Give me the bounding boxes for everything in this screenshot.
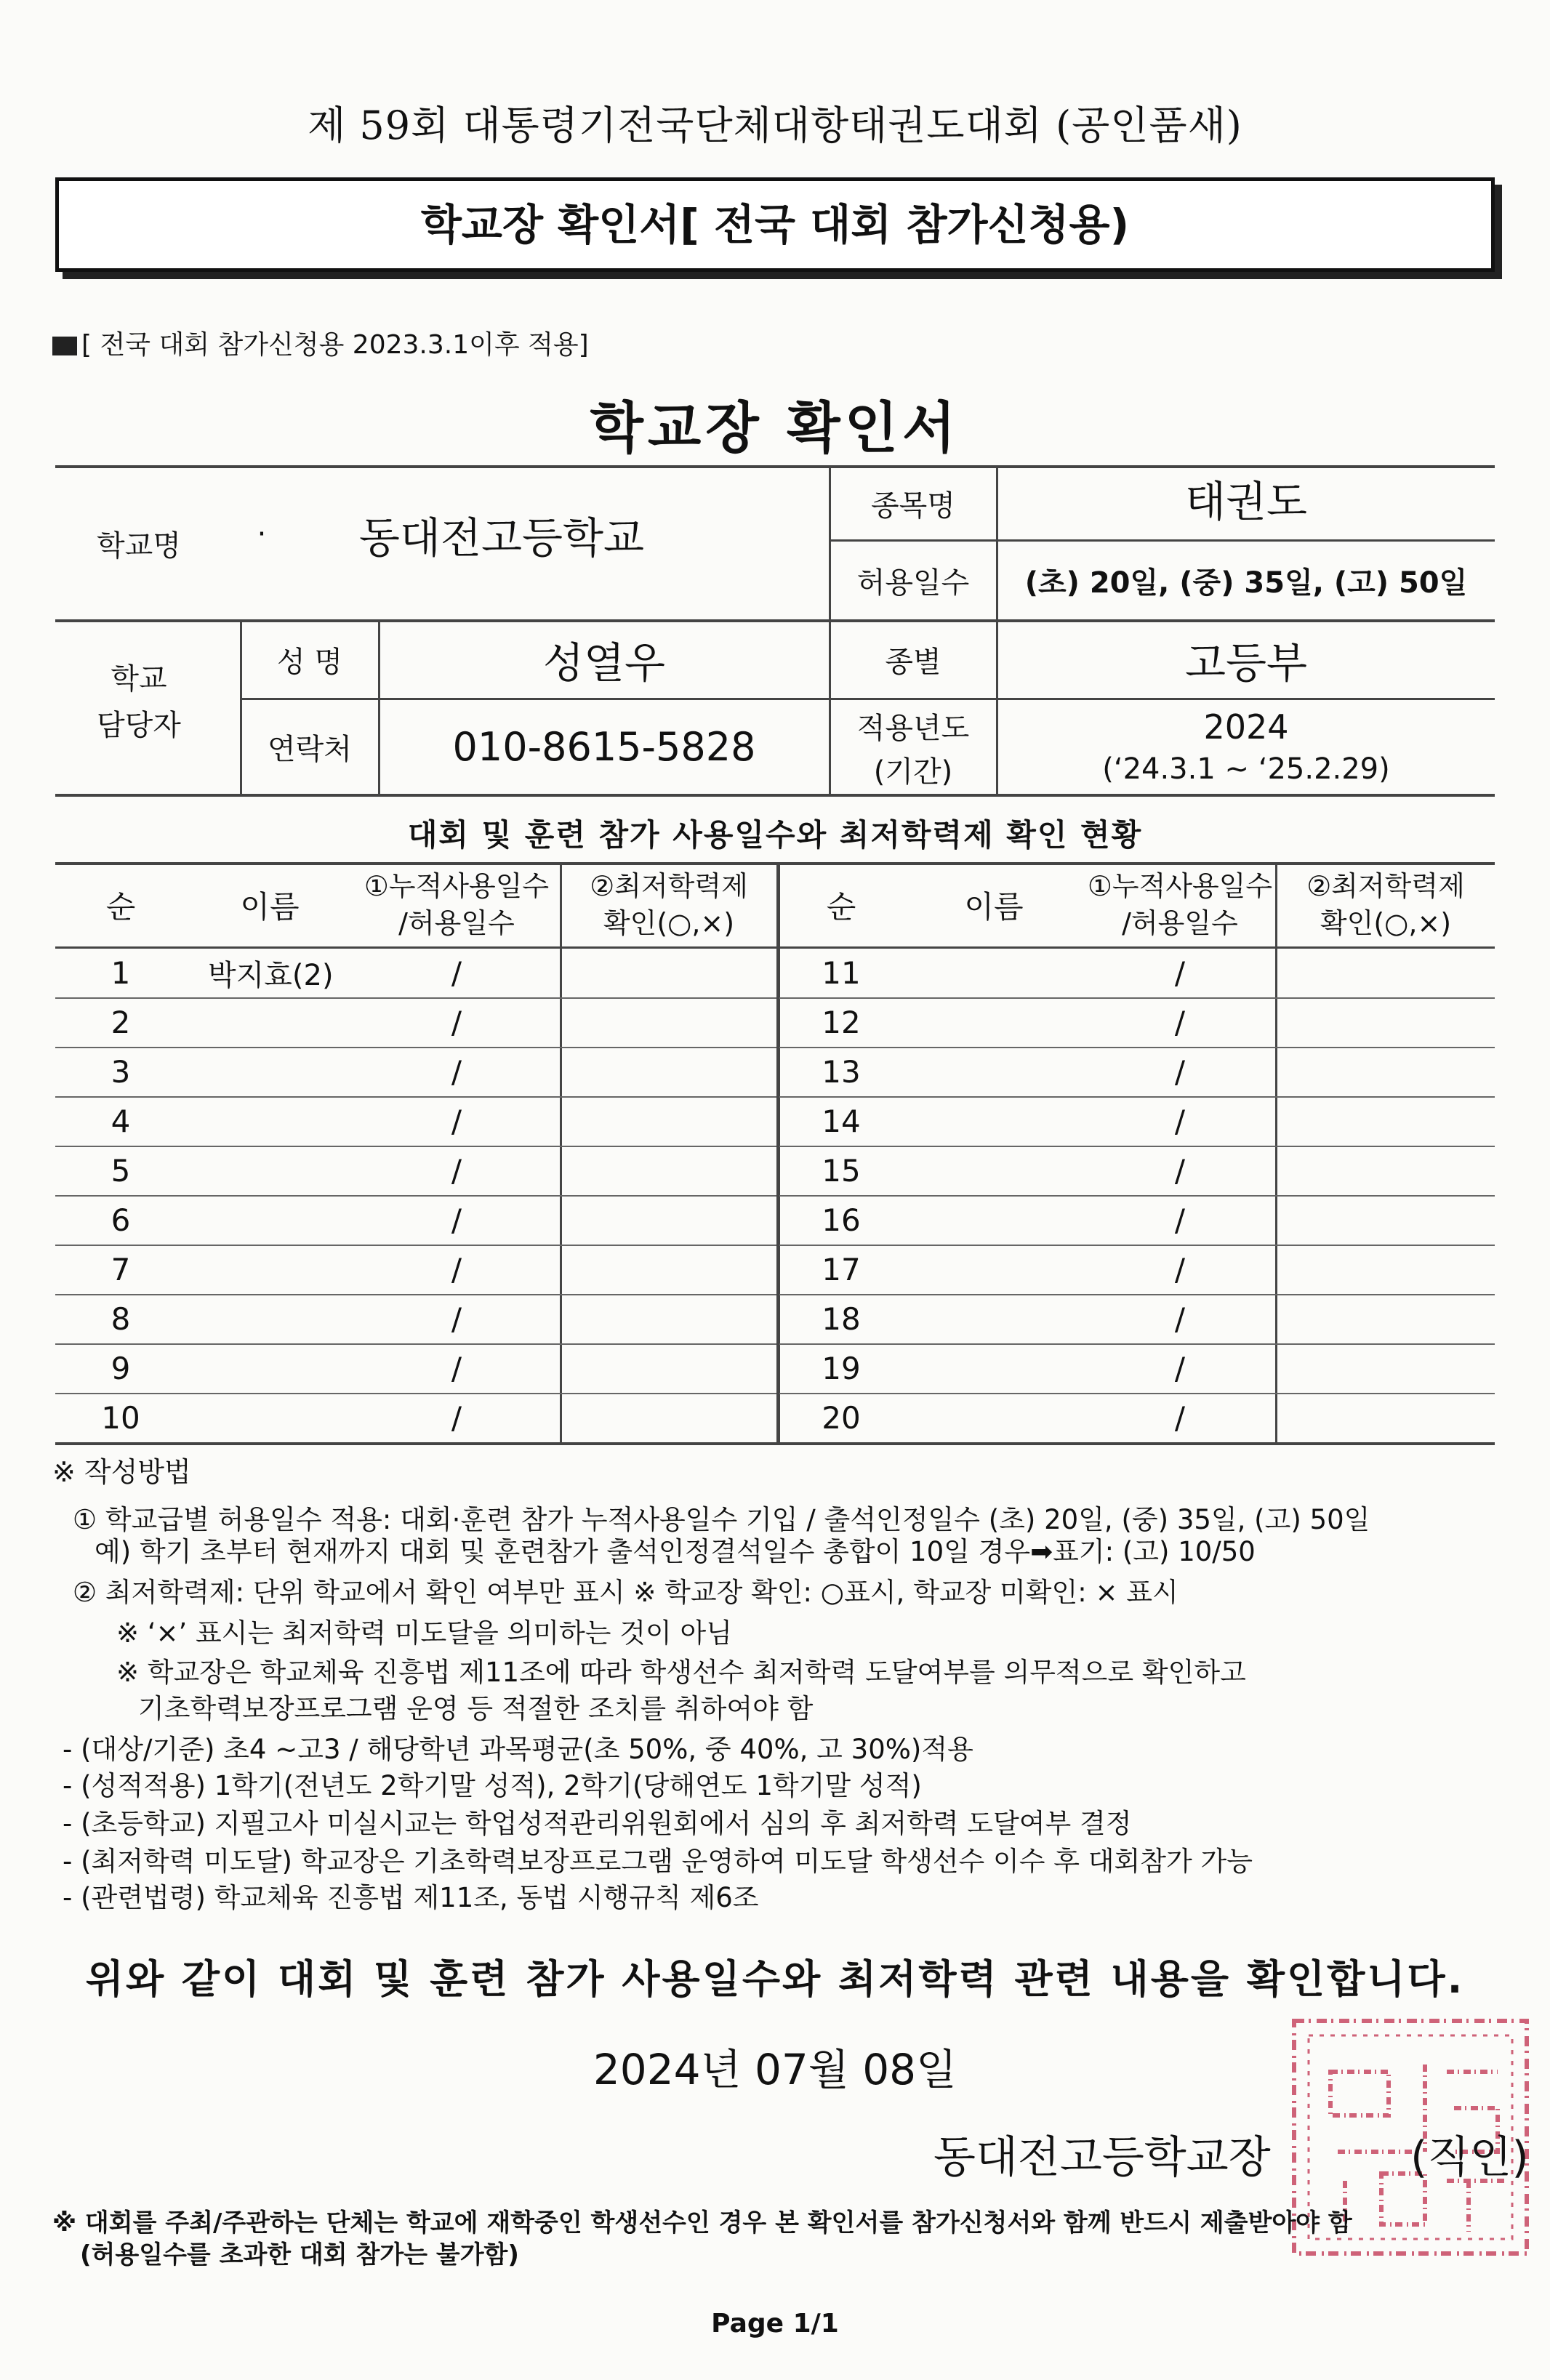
event-title: 제 59회 대통령기전국단체대항태권도대회 (공인품새) — [308, 102, 1242, 148]
roster-row-name — [903, 1393, 1085, 1442]
col-min-header-left — [561, 864, 776, 946]
division-label: 종별 — [885, 645, 941, 679]
col-min-header-line2: 확인(○,×) — [1320, 907, 1452, 939]
roster-row-number: 1 — [111, 954, 131, 991]
roster-row-name — [186, 1294, 353, 1343]
roster-row-days: / — [451, 1399, 462, 1436]
roster-row-number: 19 — [822, 1350, 861, 1386]
roster-row-number: 11 — [822, 954, 861, 991]
roster-row-days: / — [1174, 1399, 1186, 1436]
roster-row-days: / — [1174, 1004, 1186, 1040]
footer-note-1: ※ 대회를 주최/주관하는 단체는 학교에 재학중인 학생선수인 경우 본 확인서를 참가신청서와 함께 반드시 제출받아야 함 — [52, 2208, 1352, 2238]
roster-row-name: 박지효(2) — [208, 958, 334, 992]
school-label: 학교명 — [97, 528, 181, 563]
roster-row-name — [186, 1195, 353, 1245]
roster-row-name — [903, 1146, 1085, 1195]
allowed-days-value: (초) 20일, (중) 35일, (고) 50일 — [1024, 566, 1468, 600]
roster-row-name — [186, 1146, 353, 1195]
col-days-header-line1: ①누적사용일수 — [364, 869, 550, 902]
col-min-header-right — [1277, 864, 1495, 946]
col-no-header-left: 순 — [105, 889, 136, 925]
year-label-line2: (기간) — [873, 755, 953, 789]
roster-row-name — [186, 997, 353, 1047]
roster-row-days: / — [451, 1103, 462, 1139]
roster-row-name — [186, 1393, 353, 1442]
roster-row-days: / — [451, 954, 462, 991]
roster-row-days: / — [451, 1300, 462, 1337]
roster-row-days: / — [1174, 1053, 1186, 1090]
applicable-note-text: [ 전국 대회 참가신청용 2023.3.1이후 적용] — [81, 330, 589, 360]
method-note-line: - (초등학교) 지필고사 미실시교는 학업성적관리위원회에서 심의 후 최저학력 도달여부 결정 — [63, 1808, 1132, 1839]
method-note-line: 예) 학기 초부터 현재까지 대회 및 훈련참가 출석인정결석일수 총합이 10일 경우➡표기: (고) 10/50 — [95, 1536, 1256, 1567]
roster-row-days: / — [451, 1251, 462, 1287]
method-note-line: ② 최저학력제: 단위 학교에서 확인 여부만 표시 ※ 학교장 확인: ○표시, 학교장 미확인: × 표시 — [73, 1577, 1178, 1608]
col-days-header-line2: /허용일수 — [1122, 907, 1238, 939]
col-days-header-right — [1085, 864, 1275, 946]
allowed-days-label: 허용일수 — [856, 566, 970, 600]
col-name-header-right: 이름 — [964, 889, 1024, 925]
roster-row-number: 5 — [111, 1152, 131, 1189]
roster-row-number: 16 — [822, 1202, 861, 1238]
title-box — [55, 177, 1495, 272]
method-note-line: ※ 학교장은 학교체육 진흥법 제11조에 따라 학생선수 최저학력 도달여부를 의무적으로 확인하고 — [116, 1657, 1246, 1688]
roster-divider-left-min — [560, 862, 562, 1442]
division-value: 고등부 — [1184, 638, 1308, 688]
method-note-line: - (최저학력 미도달) 학교장은 기초학력보장프로그램 운영하여 미도달 학생선수 이수 후 대회참가 가능 — [63, 1846, 1253, 1877]
page-number: Page 1/1 — [711, 2309, 839, 2339]
col-days-header-left — [353, 864, 560, 946]
roster-row-number: 2 — [111, 1004, 131, 1040]
roster-row-number: 6 — [111, 1202, 131, 1238]
roster-row-days: / — [451, 1202, 462, 1238]
seal-label: (직인) — [1410, 2132, 1529, 2183]
roster-row-days: / — [1174, 954, 1186, 991]
year-label-line1: 적용년도 — [856, 711, 970, 745]
roster-row-number: 9 — [111, 1350, 131, 1386]
contact-name: 성열우 — [542, 638, 666, 688]
roster-row-number: 7 — [111, 1251, 131, 1287]
school-name: 동대전고등학교 — [358, 513, 645, 563]
roster-row-number: 15 — [822, 1152, 861, 1189]
confirmation-statement: 위와 같이 대회 및 훈련 참가 사용일수와 최저학력 관련 내용을 확인합니다. — [85, 1956, 1465, 2002]
phone-value: 010-8615-5828 — [452, 723, 756, 770]
roster-row-name — [903, 948, 1085, 997]
roster-row-days: / — [1174, 1152, 1186, 1189]
roster-row-days: / — [1174, 1350, 1186, 1386]
roster-row-days: / — [451, 1053, 462, 1090]
roster-row-number: 12 — [822, 1004, 861, 1040]
roster-row-name — [186, 1047, 353, 1096]
roster-row-name — [903, 1096, 1085, 1146]
roster-rule-bottom — [55, 1442, 1495, 1445]
method-note-line: - (대상/기준) 초4 ~고3 / 해당학년 과목평균(초 50%, 중 40%, 고 30%)적용 — [63, 1734, 973, 1765]
roster-row-name — [903, 1047, 1085, 1096]
school-dot: · — [257, 518, 267, 551]
roster-row-days: / — [451, 1350, 462, 1386]
col-no-header-right: 순 — [826, 889, 856, 925]
roster-row-number: 14 — [822, 1103, 861, 1139]
roster-row-days: / — [451, 1152, 462, 1189]
method-note-line: ※ ‘×’ 표시는 최저학력 미도달을 의미하는 것이 아님 — [116, 1617, 732, 1649]
roster-row-number: 17 — [822, 1251, 861, 1287]
roster-row-days: / — [451, 1004, 462, 1040]
year-value: 2024 — [1203, 707, 1289, 747]
roster-row-number: 4 — [111, 1103, 131, 1139]
principal-name: 동대전고등학교장 — [933, 2132, 1271, 2183]
square-bullet-icon — [52, 337, 77, 355]
method-note-line: ① 학교급별 허용일수 적용: 대회·훈련 참가 누적사용일수 기입 / 출석인정일수 (초) 20일, (중) 35일, (고) 50일 — [73, 1504, 1370, 1535]
roster-row-name — [903, 997, 1085, 1047]
roster-row-number: 8 — [111, 1300, 131, 1337]
method-title: ※ 작성방법 — [52, 1456, 191, 1488]
col-min-header-line1: ②최저학력제 — [1306, 869, 1465, 902]
roster-row-name — [903, 1195, 1085, 1245]
roster-row-number: 10 — [101, 1399, 140, 1436]
roster-row-name — [186, 1343, 353, 1393]
method-note-line: 기초학력보장프로그램 운영 등 적절한 조치를 취하여야 함 — [138, 1693, 814, 1724]
roster-row-days: / — [1174, 1300, 1186, 1337]
roster-row-days: / — [1174, 1251, 1186, 1287]
col-min-header-line1: ②최저학력제 — [590, 869, 748, 902]
info-rule-bottom — [55, 794, 1495, 797]
box-title-text: 학교장 확인서[ 전국 대회 참가신청용) — [420, 200, 1130, 249]
contact-person-label-line1: 학교 — [111, 662, 167, 696]
name-label: 성 명 — [277, 645, 342, 679]
roster-row-name — [903, 1294, 1085, 1343]
roster-row-days: / — [1174, 1103, 1186, 1139]
sport-value: 태권도 — [1184, 477, 1308, 526]
roster-row-number: 18 — [822, 1300, 861, 1337]
col-name-header-left: 이름 — [240, 889, 300, 925]
method-note-line: - (성적적용) 1학기(전년도 2학기말 성적), 2학기(당해연도 1학기말 성적) — [63, 1770, 922, 1801]
roster-row-name — [903, 1343, 1085, 1393]
method-note-line: - (관련법령) 학교체육 진흥법 제11조, 동법 시행규칙 제6조 — [63, 1882, 759, 1913]
roster-row-name — [903, 1245, 1085, 1294]
confirmation-date: 2024년 07월 08일 — [593, 2045, 957, 2094]
roster-row-name — [186, 1245, 353, 1294]
phone-label: 연락처 — [268, 732, 352, 766]
roster-row-number: 3 — [111, 1053, 131, 1090]
sport-label: 종목명 — [871, 489, 955, 523]
roster-row-name — [186, 1096, 353, 1146]
roster-row-number: 13 — [822, 1053, 861, 1090]
document-title: 학교장 확인서 — [590, 395, 960, 460]
col-days-header-line2: /허용일수 — [398, 907, 515, 939]
roster-row-days: / — [1174, 1202, 1186, 1238]
footer-note-2: (허용일수를 초과한 대회 참가는 불가함) — [80, 2240, 519, 2270]
roster-section-title: 대회 및 훈련 참가 사용일수와 최저학력제 확인 현황 — [407, 817, 1143, 853]
col-days-header-line1: ①누적사용일수 — [1087, 869, 1273, 902]
roster-row-number: 20 — [822, 1399, 861, 1436]
contact-person-label-line2: 담당자 — [97, 708, 181, 742]
col-min-header-line2: 확인(○,×) — [603, 907, 735, 939]
roster-divider-right-min — [1275, 862, 1277, 1442]
period-value: (‘24.3.1 ~ ‘25.2.29) — [1102, 752, 1390, 786]
applicable-note — [52, 324, 589, 361]
